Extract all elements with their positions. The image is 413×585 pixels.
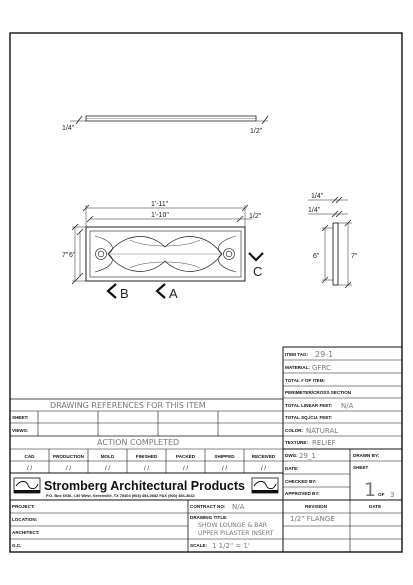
action-col-header: PACKED (175, 454, 196, 459)
side-view-dim-top2: 1/4" (308, 207, 321, 214)
contract-value: N/A (232, 503, 245, 511)
action-title: ACTION COMPLETED (97, 438, 180, 447)
section-c-label: C (253, 264, 263, 279)
location-label: LOCATION: (12, 517, 38, 522)
sheet-number: 1 (364, 479, 377, 501)
references-sheet-label: SHEET: (12, 415, 29, 420)
action-col-value: / / (221, 466, 228, 472)
perimeter-label: PERIMETER/CROSS SECTION (285, 390, 352, 395)
action-col-value: / / (65, 466, 72, 472)
references-title: DRAWING REFERENCES FOR THIS ITEM (50, 401, 206, 410)
material-value: GFRC (312, 364, 331, 372)
item-tag-value: 29-1 (315, 350, 334, 359)
color-label: COLOR: (285, 428, 304, 433)
company-name: Stromberg Architectural Products (44, 479, 245, 493)
contract-label: CONTRACT NO: (190, 504, 226, 509)
action-col-header: MOLD (100, 454, 115, 459)
dwg-value: 29_1 (299, 452, 316, 460)
side-view-dim-top1: 1/4" (311, 193, 324, 200)
drawn-by-label: DRAWN BY: (353, 453, 380, 458)
linear-feet-label: TOTAL LINEAR FEET: (285, 403, 333, 408)
top-view-dim-right: 1/2" (250, 128, 263, 135)
company-address: P.O. Box 6036, I-30 West, Greenville, TX 75404 (903) 454-0682 FAX (903) 454-3642 (46, 493, 195, 498)
action-col-header: FINISHED (135, 454, 158, 459)
total-items-label: TOTAL # OF ITEM: (285, 378, 326, 383)
revision-value: 1/2" FLANGE (290, 515, 335, 523)
color-value: NATURAL (306, 427, 339, 435)
action-col-header: SHIPPED (214, 454, 235, 459)
drawing-title-line1: SHOW LOUNGE & BAR (198, 522, 268, 529)
sheet-total: 3 (390, 491, 395, 499)
checked-by-label: CHECKED BY: (285, 479, 317, 484)
side-view-height-inner: 6" (313, 253, 320, 260)
top-view (62, 116, 268, 135)
references-views-label: VIEWS: (12, 428, 29, 433)
front-view-right-offset: 1/2" (249, 213, 262, 220)
date-column-label: DATE (369, 504, 382, 509)
approved-by-label: APPROVED BY: (285, 491, 320, 496)
action-col-value: / / (104, 466, 111, 472)
company-logo-right (252, 478, 278, 493)
texture-value: RELIEF (312, 439, 336, 447)
front-view-inner-width: 1'-10" (151, 212, 169, 219)
side-view-height-outer: 7" (351, 253, 358, 260)
front-view-height-outer: 7" (62, 252, 69, 259)
action-col-header: CAD (24, 454, 35, 459)
sqft-label: TOTAL SQ./CU. FEET: (285, 415, 333, 420)
revision-label: REVISION (305, 504, 327, 509)
front-view-height-inner: 6" (69, 252, 76, 259)
scale-label: SCALE: (190, 543, 208, 548)
company-strip (10, 478, 283, 500)
material-label: MATERIAL: (285, 365, 310, 370)
action-col-header: PRODUCTION (53, 454, 84, 459)
gc-label: G.C. (12, 543, 22, 548)
sheet-label: SHEET (353, 465, 369, 470)
section-a-label: A (169, 286, 178, 301)
action-col-value: / / (260, 466, 267, 472)
company-logo-left (14, 478, 40, 493)
side-view (308, 193, 358, 288)
sheet-of: OF (378, 492, 385, 497)
front-view-overall-width: 1'-11" (151, 201, 169, 208)
front-view (62, 201, 263, 301)
drawing-title-label: DRAWING TITLE: (190, 515, 228, 520)
texture-label: TEXTURE: (285, 440, 308, 445)
project-label: PROJECT: (12, 504, 35, 509)
action-columns (25, 454, 276, 472)
scale-value: 1 1/2" = 1' (212, 542, 250, 550)
action-col-header: RECEIVED (251, 454, 276, 459)
date-label: DATE: (285, 466, 299, 471)
drawing-title-line2: UPPER PILASTER INSERT (198, 530, 274, 537)
architect-label: ARCHITECT: (12, 530, 40, 535)
action-col-value: / / (182, 466, 189, 472)
action-col-value: / / (143, 466, 150, 472)
action-col-value: / / (26, 466, 33, 472)
info-block-text (285, 350, 394, 501)
top-view-dim-left: 1/4" (62, 125, 75, 132)
linear-feet-value: N/A (341, 402, 354, 410)
dwg-label: DWG: (285, 453, 298, 458)
section-b-label: B (120, 286, 129, 301)
item-tag-label: ITEM TAG: (285, 352, 309, 357)
